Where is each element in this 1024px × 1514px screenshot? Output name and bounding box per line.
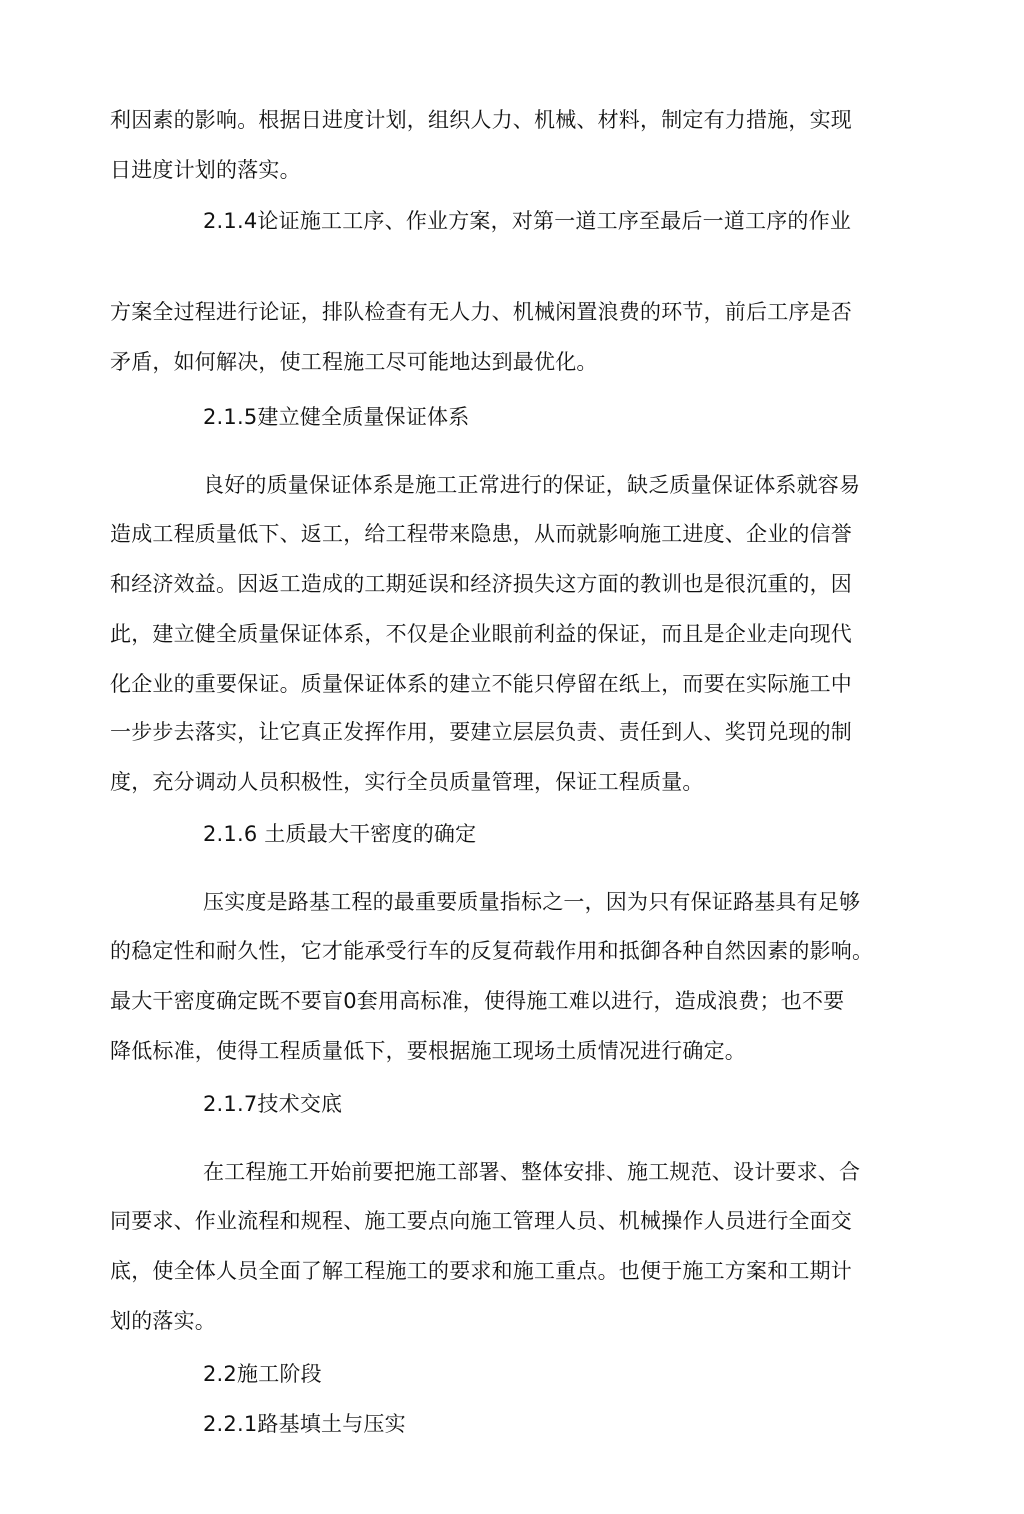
text-line: 矛盾，如何解决，使工程施工尽可能地达到最优化。 (110, 350, 598, 374)
text-line: 利因素的影响。根据日进度计划，组织人力、机械、材料，制定有力措施，实现 (110, 108, 852, 132)
text-line: 最大干密度确定既不要盲0套用高标准，使得施工难以进行，造成浪费；也不要 (110, 989, 845, 1013)
section-heading: 2.2施工阶段 (203, 1362, 322, 1386)
text-line: 良好的质量保证体系是施工正常进行的保证，缺乏质量保证体系就容易 (203, 473, 861, 497)
section-heading: 2.1.6 土质最大干密度的确定 (203, 822, 477, 846)
text-line: 降低标准，使得工程质量低下，要根据施工现场土质情况进行确定。 (110, 1039, 746, 1063)
section-heading: 2.1.4论证施工工序、作业方案，对第一道工序至最后一道工序的作业 (203, 209, 852, 233)
section-heading: 2.1.7技术交底 (203, 1092, 343, 1116)
text-line: 此，建立健全质量保证体系，不仅是企业眼前利益的保证，而且是企业走向现代 (110, 622, 852, 646)
text-line: 压实度是路基工程的最重要质量指标之一，因为只有保证路基具有足够 (203, 890, 861, 914)
section-heading: 2.1.5建立健全质量保证体系 (203, 405, 470, 429)
text-line: 划的落实。 (110, 1309, 216, 1333)
text-line: 底，使全体人员全面了解工程施工的要求和施工重点。也便于施工方案和工期计 (110, 1259, 852, 1283)
text-line: 在工程施工开始前要把施工部署、整体安排、施工规范、设计要求、合 (203, 1160, 861, 1184)
text-line: 同要求、作业流程和规程、施工要点向施工管理人员、机械操作人员进行全面交 (110, 1209, 852, 1233)
text-line: 造成工程质量低下、返工，给工程带来隐患，从而就影响施工进度、企业的信誉 (110, 522, 852, 546)
text-line: 的稳定性和耐久性，它才能承受行车的反复荷载作用和抵御各种自然因素的影响。 (110, 939, 874, 963)
text-line: 度，充分调动人员积极性，实行全员质量管理，保证工程质量。 (110, 770, 704, 794)
text-line: 和经济效益。因返工造成的工期延误和经济损失这方面的教训也是很沉重的，因 (110, 572, 852, 596)
text-line: 日进度计划的落实。 (110, 158, 301, 182)
section-heading: 2.2.1路基填土与压实 (203, 1412, 406, 1436)
text-line: 方案全过程进行论证，排队检查有无人力、机械闲置浪费的环节，前后工序是否 (110, 300, 852, 324)
text-line: 化企业的重要保证。质量保证体系的建立不能只停留在纸上，而要在实际施工中 (110, 672, 852, 696)
text-line: 一步步去落实，让它真正发挥作用，要建立层层负责、责任到人、奖罚兑现的制 (110, 720, 852, 744)
